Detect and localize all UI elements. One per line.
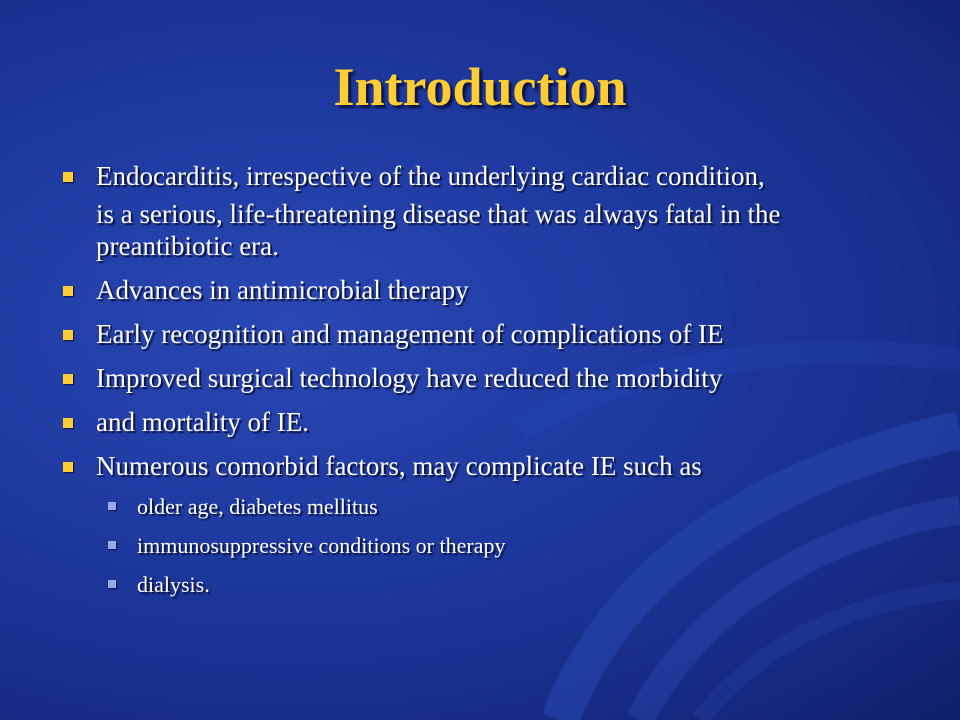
bullet-text: Improved surgical technology have reduced the morbidity <box>96 363 723 393</box>
bullet-item-antimicrobial <box>60 274 890 306</box>
bullet-item-comorbid-factors <box>60 450 890 482</box>
bullet-text: Numerous comorbid factors, may complicate IE such as <box>96 451 702 481</box>
bullet-item-surgical-technology <box>60 362 890 394</box>
bullet-text: Advances in antimicrobial therapy <box>96 275 469 305</box>
square-bullet-icon <box>108 502 116 510</box>
square-bullet-icon <box>63 172 73 182</box>
bullet-text: Early recognition and management of complications of IE <box>96 319 724 349</box>
sub-bullet-item-age-diabetes <box>60 494 890 520</box>
square-bullet-icon <box>108 541 116 549</box>
bullet-continuation-text: is a serious, life-threatening disease that was always fatal in the preantibiotic era. <box>96 199 781 261</box>
slide-body <box>60 160 890 611</box>
square-bullet-icon <box>63 462 73 472</box>
square-bullet-icon <box>108 580 116 588</box>
bullet-text: Endocarditis, irrespective of the underlying cardiac condition, <box>96 161 765 191</box>
sub-bullet-text: dialysis. <box>137 572 210 597</box>
sub-bullet-text: immunosuppressive conditions or therapy <box>137 533 506 558</box>
square-bullet-icon <box>63 286 73 296</box>
slide-title: Introduction <box>333 57 627 117</box>
square-bullet-icon <box>63 418 73 428</box>
square-bullet-icon <box>63 330 73 340</box>
bullet-item-endocarditis <box>60 160 890 192</box>
sub-bullet-item-immunosuppressive <box>60 533 890 559</box>
bullet-item-early-recognition <box>60 318 890 350</box>
sub-bullet-text: older age, diabetes mellitus <box>137 494 378 519</box>
sub-bullet-item-dialysis <box>60 572 890 598</box>
bullet-text: and mortality of IE. <box>96 407 309 437</box>
bullet-item-mortality <box>60 406 890 438</box>
square-bullet-icon <box>63 374 73 384</box>
